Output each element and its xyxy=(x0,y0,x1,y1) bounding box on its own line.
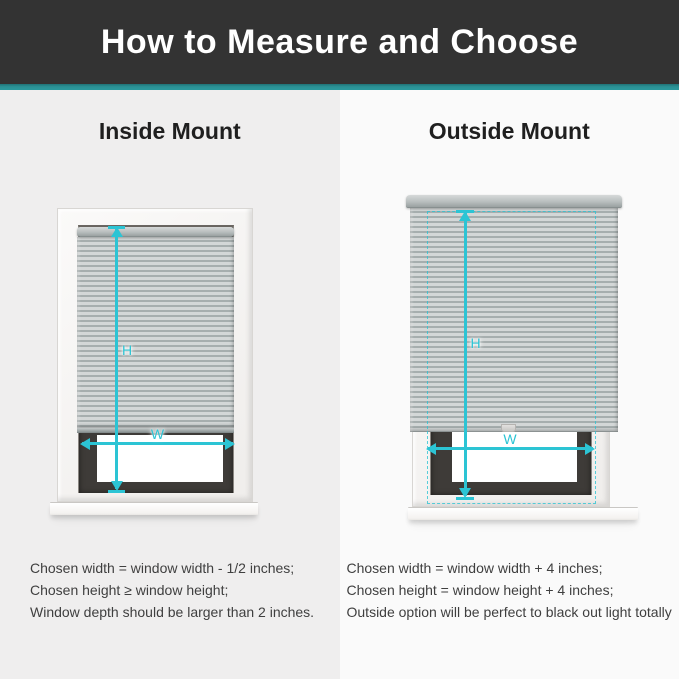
header xyxy=(0,0,679,84)
height-tick-bottom xyxy=(108,490,125,493)
height-arrow xyxy=(464,213,467,496)
height-label: H xyxy=(470,335,481,351)
cellular-blind xyxy=(77,237,234,428)
content xyxy=(0,90,679,679)
window-sill xyxy=(50,502,258,515)
instruction-line: Outside option will be perfect to black out light totally xyxy=(346,604,672,620)
window-sill xyxy=(408,507,638,520)
instruction-line: Chosen height ≥ window height; xyxy=(30,582,229,598)
inside-mount-title: Inside Mount xyxy=(98,118,241,144)
panel-outside-mount xyxy=(340,90,679,679)
instruction-line: Chosen width = window width + 4 inches; xyxy=(346,560,603,576)
width-label: W xyxy=(503,431,517,447)
arrowhead-up-icon xyxy=(111,227,123,237)
instruction-line: Window depth should be larger than 2 inches. xyxy=(30,604,315,620)
outside-mount-title: Outside Mount xyxy=(428,118,590,144)
blind-headrail xyxy=(77,227,234,237)
inside-mount-notes xyxy=(30,557,314,623)
outside-mount-notes xyxy=(347,557,672,623)
blind-headrail xyxy=(406,195,622,208)
arrowhead-up-icon xyxy=(459,211,471,221)
instruction-line: Chosen height = window height + 4 inches; xyxy=(346,582,614,598)
width-arrow xyxy=(82,442,233,445)
width-arrow xyxy=(428,447,593,450)
hidden-window-dashed-outline xyxy=(427,211,596,504)
height-label: H xyxy=(122,342,133,358)
width-label: W xyxy=(150,426,165,442)
panel-inside-mount xyxy=(0,90,340,679)
instruction-line: Chosen width = window width - 1/2 inches; xyxy=(30,560,295,576)
page-title: How to Measure and Choose xyxy=(100,22,579,61)
height-arrow xyxy=(115,229,118,489)
height-tick-bottom xyxy=(456,497,474,500)
